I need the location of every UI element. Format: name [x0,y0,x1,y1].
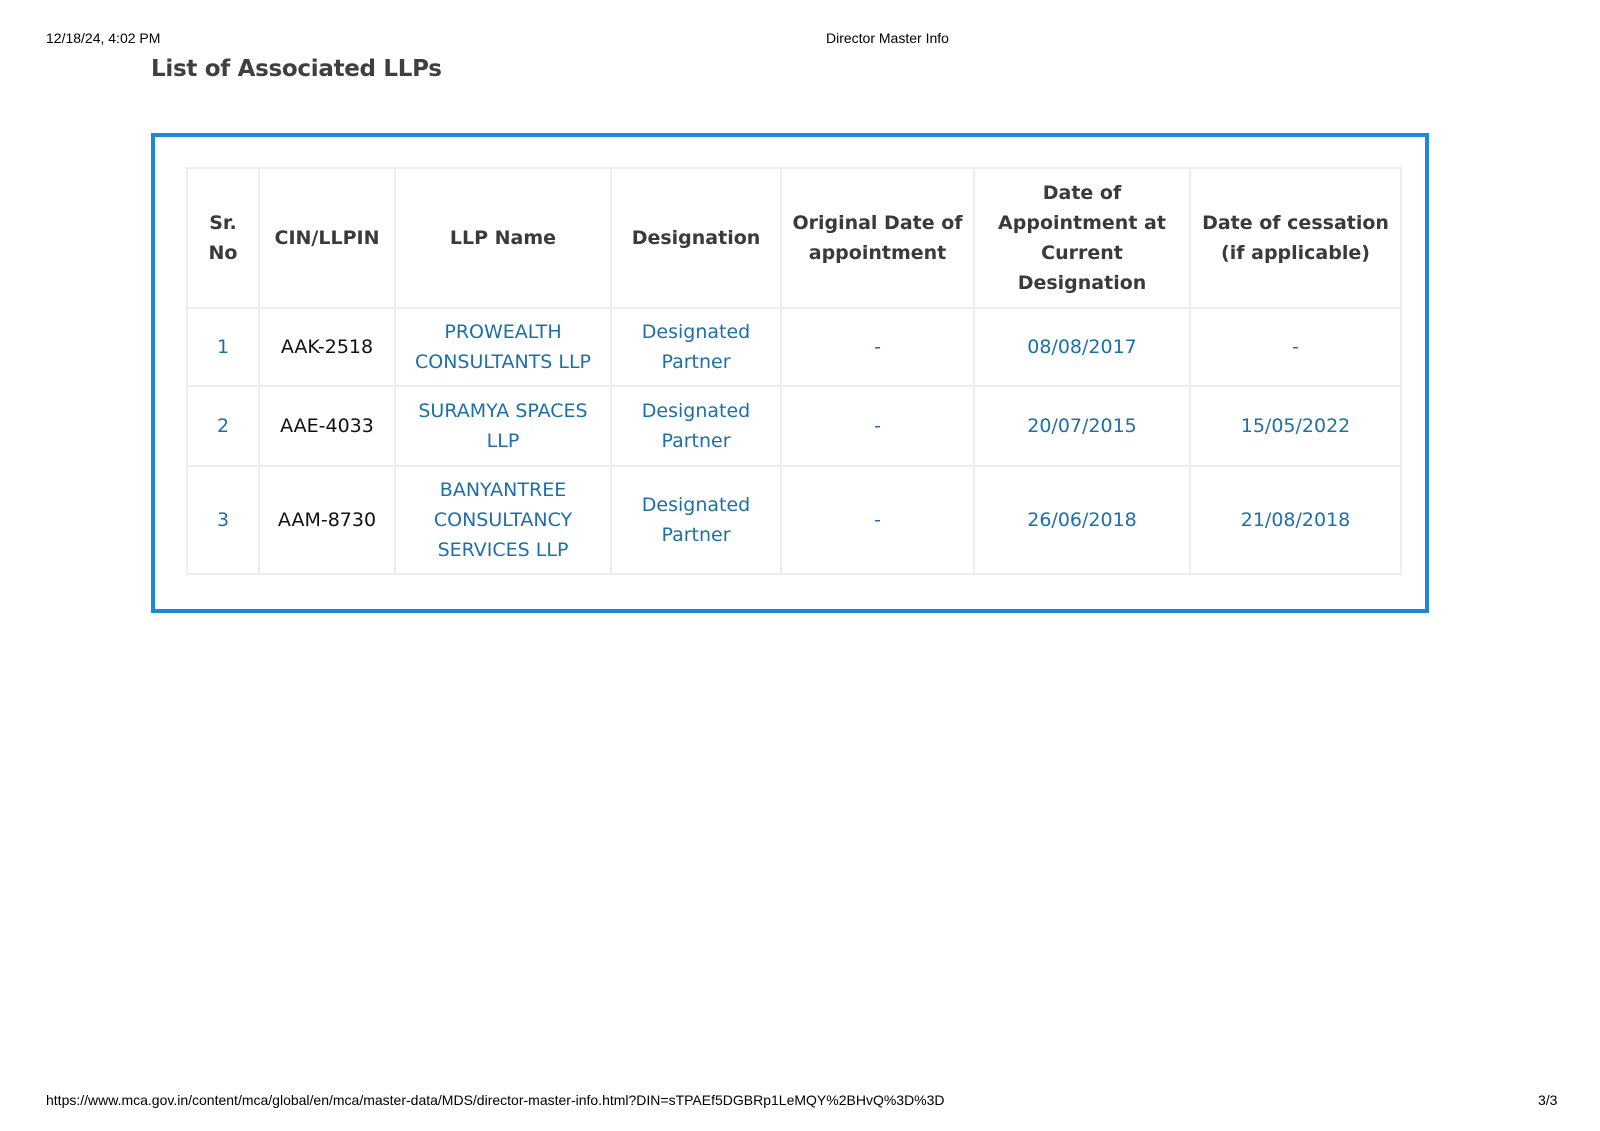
cell-cin: AAE-4033 [259,386,395,466]
header-cessation-date: Date of cessation (if applicable) [1190,168,1401,308]
header-current-date: Date of Appointment at Current Designation [974,168,1190,308]
header-sr-no: Sr. No [187,168,259,308]
cell-current-date: 08/08/2017 [974,308,1190,386]
cell-llp-name: SURAMYA SPACES LLP [395,386,611,466]
cell-llp-name: PROWEALTH CONSULTANTS LLP [395,308,611,386]
llp-table-frame [151,133,1429,613]
cell-current-date: 20/07/2015 [974,386,1190,466]
page-number: 3/3 [1538,1092,1558,1108]
cell-designation: Designated Partner [611,308,781,386]
print-datetime: 12/18/24, 4:02 PM [46,30,161,46]
associated-llps-table [186,167,1402,575]
cell-original-date: - [781,308,974,386]
cell-cessation-date: 21/08/2018 [1190,466,1401,574]
print-page-title: Director Master Info [826,30,949,46]
cell-sr-no: 3 [187,466,259,574]
header-original-date: Original Date of appointment [781,168,974,308]
table-row [187,466,1401,574]
cell-cessation-date: 15/05/2022 [1190,386,1401,466]
header-cin: CIN/LLPIN [259,168,395,308]
cell-designation: Designated Partner [611,386,781,466]
cell-original-date: - [781,386,974,466]
print-header [0,30,1600,50]
table-row [187,386,1401,466]
cell-cin: AAM-8730 [259,466,395,574]
section-title: List of Associated LLPs [151,56,442,82]
header-designation: Designation [611,168,781,308]
cell-original-date: - [781,466,974,574]
cell-designation: Designated Partner [611,466,781,574]
cell-llp-name: BANYANTREE CONSULTANCY SERVICES LLP [395,466,611,574]
print-footer [0,1092,1600,1112]
cell-sr-no: 2 [187,386,259,466]
cell-cessation-date: - [1190,308,1401,386]
print-url: https://www.mca.gov.in/content/mca/global/en/mca/master-data/MDS/director-master-info.html?DIN=sTPAEf5DGBRp1LeMQY%2BHvQ%3D%3D [46,1092,945,1108]
table-header-row [187,168,1401,308]
table-row [187,308,1401,386]
cell-cin: AAK-2518 [259,308,395,386]
header-llp-name: LLP Name [395,168,611,308]
cell-sr-no: 1 [187,308,259,386]
cell-current-date: 26/06/2018 [974,466,1190,574]
